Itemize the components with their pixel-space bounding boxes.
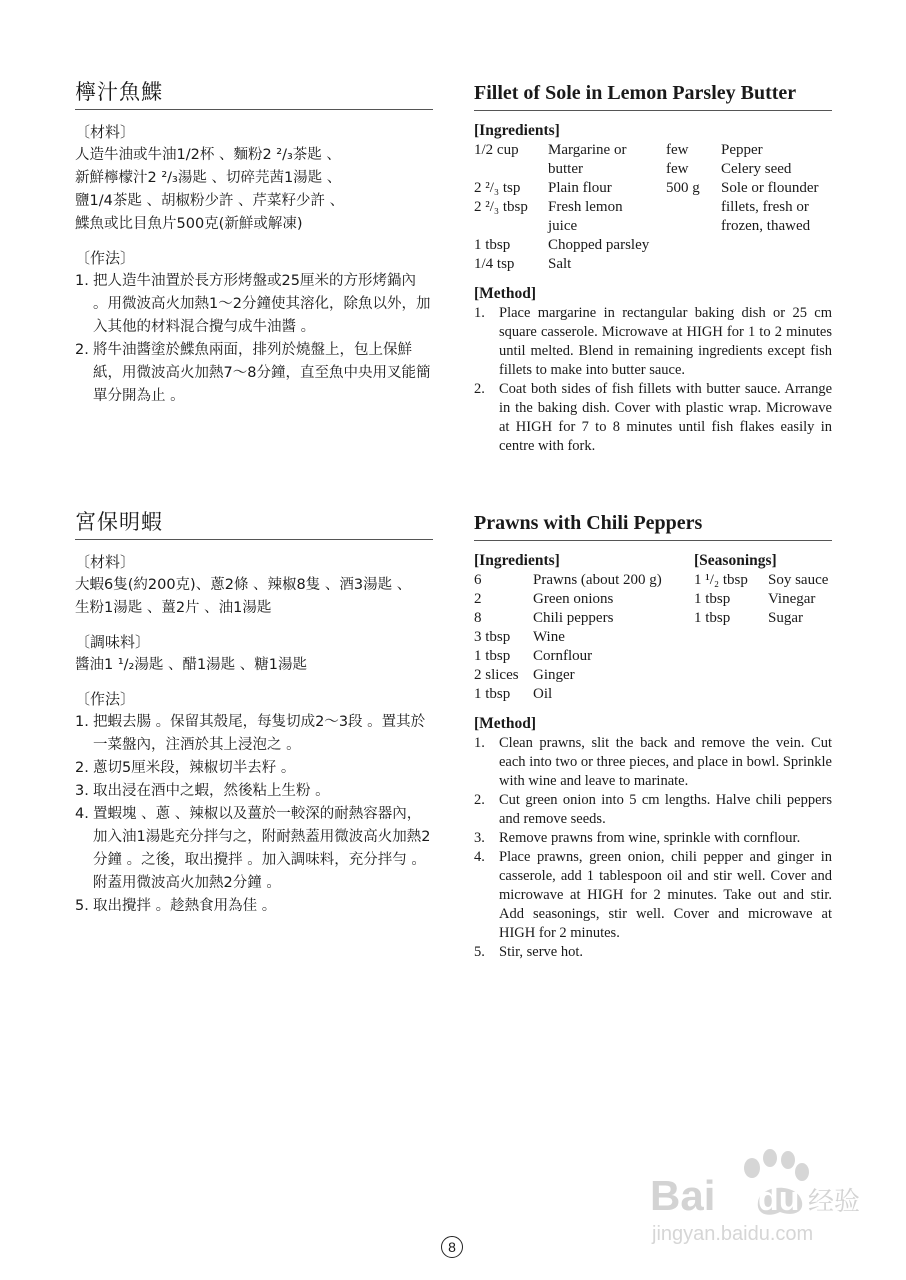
page-number: 8 (441, 1236, 463, 1258)
ingredient-qty: 8 (474, 610, 482, 626)
ingredient-name: Ginger (533, 667, 575, 683)
svg-text:经验: 经验 (808, 1187, 861, 1217)
ingredient-name: Fresh lemon (548, 199, 623, 215)
ingredient-qty (474, 160, 548, 179)
ingredient-row (474, 236, 666, 255)
recipe1-zh-ingredients-heading: 〔材料〕 (75, 123, 136, 141)
step-text: Place prawns, green onion, chili pepper and ginger in casserole, add 1 tablespoon oil and stir well. Cover and microwave at HIGH for 2 minutes. Take out and stir. Add seasonings, stir well. Cover and microwave at HIGH for 2 minutes. (499, 849, 832, 941)
ingredient-row (474, 141, 666, 160)
ingredient-row (666, 141, 832, 160)
ingredient-row (666, 198, 832, 217)
recipe2-en-steps (474, 734, 832, 962)
recipe2-zh-steps (75, 711, 433, 918)
ingredient-row (666, 160, 832, 179)
ingredient-row (474, 255, 666, 274)
ingredient-qty: 1/2 cup (474, 142, 519, 158)
ingredient-qty (474, 217, 548, 236)
ingredient-row (474, 628, 694, 647)
ingredient-name: Oil (533, 686, 553, 702)
step-text: Remove prawns from wine, sprinkle with cornflour. (499, 830, 801, 846)
seasoning-qty: 1 tbsp (694, 610, 731, 626)
seasoning-qty: 1 ¹/₂ tbsp (694, 572, 748, 588)
ingredient-name: Chopped parsley (548, 237, 650, 253)
svg-text:Bai: Bai (650, 1172, 716, 1219)
step-text: 取出攪拌 。趁熱食用為佳 。 (93, 898, 277, 914)
ingredient-qty: few (666, 142, 689, 158)
ingredient-name: juice (548, 218, 578, 234)
ingredient-row (474, 179, 666, 198)
recipe1-zh-title: 檸汁魚鰈 (75, 78, 433, 110)
ingredient-name: fillets, fresh or (721, 199, 809, 215)
ingredient-qty (666, 217, 721, 236)
ingredient-line: 生粉1湯匙 、薑2片 、油1湯匙 (75, 600, 272, 616)
seasoning-name: Vinegar (768, 591, 816, 607)
step-item (75, 895, 433, 918)
ingredient-row (666, 179, 832, 198)
ingredient-row (474, 160, 666, 179)
step-number: 2. (474, 381, 485, 397)
ingredient-row (474, 571, 694, 590)
ingredient-row (474, 685, 694, 704)
ingredient-name: Green onions (533, 591, 614, 607)
step-text: 置蝦塊 、蔥 、辣椒以及薑於一較深的耐熱容器內，加入油1湯匙充分拌勻之，附耐熱蓋用微波高火加熱2分鐘 。之後，取出攪拌 。加入調味料，充分拌勻 。附蓋用微波高火加熱2分鐘 。 (93, 806, 431, 891)
seasoning-row (694, 590, 832, 609)
svg-text:jingyan.baidu.com: jingyan.baidu.com (652, 1223, 814, 1245)
step-item (474, 734, 832, 791)
recipe2-zh-seasoning-heading: 〔調味料〕 (75, 633, 151, 651)
seasoning-row (694, 571, 832, 590)
ingredient-name: Prawns (about 200 g) (533, 572, 662, 588)
recipe2-en (474, 509, 832, 962)
ingredient-name: Plain flour (548, 180, 612, 196)
step-text: Coat both sides of fish fillets with butter sauce. Arrange in the baking dish. Cover with plastic wrap. Microwave at HIGH for 7 to 8 minutes until fish flakes easily in centre with fork. (499, 381, 832, 454)
recipe1-en-title: Fillet of Sole in Lemon Parsley Butter (474, 79, 832, 111)
step-number: 1. (75, 273, 89, 289)
step-number: 1. (474, 735, 485, 751)
ingredient-qty: 2 slices (474, 667, 519, 683)
seasoning-name: Soy sauce (768, 572, 829, 588)
recipe2-en-ingredients-heading: [Ingredients] (474, 552, 560, 569)
step-number: 3. (474, 830, 485, 846)
seasoning-line: 醬油1 ¹/₂湯匙 、醋1湯匙 、糖1湯匙 (75, 657, 308, 673)
ingredient-qty: 2 ²/₃ tsp (474, 180, 521, 196)
ingredient-name: Wine (533, 629, 565, 645)
recipe2-en-ingredient-area (474, 551, 832, 704)
ingredient-line: 大蝦6隻(約200克)、蔥2條 、辣椒8隻 、酒3湯匙 、 (75, 577, 412, 593)
recipe2-zh-ingredients (75, 574, 433, 620)
recipe2-en-method-heading: [Method] (474, 715, 536, 732)
ingredient-name: Cornflour (533, 648, 593, 664)
baidu-jingyan-watermark-logo (640, 1140, 870, 1260)
recipe1-zh-ingredients (75, 144, 433, 236)
step-item (474, 380, 832, 456)
recipe2-zh (75, 508, 433, 918)
step-item (75, 803, 433, 895)
step-text: Place margarine in rectangular baking dish or 25 cm square casserole. Microwave at HIGH for 1 to 2 minutes until melted. Blend in remaining ingredients except fish fillets to make into butter sauce. (499, 305, 832, 378)
ingredient-name: Sole or flounder (721, 180, 819, 196)
recipe1-zh-steps (75, 270, 433, 408)
ingredient-line: 鹽1/4茶匙 、胡椒粉少許 、芹菜籽少許 、 (75, 193, 345, 209)
recipe1-zh-method-heading: 〔作法〕 (75, 249, 136, 267)
step-number: 1. (474, 305, 485, 321)
step-number: 2. (474, 792, 485, 808)
step-text: 蔥切5厘米段，辣椒切半去籽 。 (93, 760, 296, 776)
recipe1-en-method-heading: [Method] (474, 285, 536, 302)
ingredient-name: Celery seed (721, 161, 792, 177)
ingredient-qty: 1 tbsp (474, 237, 511, 253)
recipe2-zh-method-heading: 〔作法〕 (75, 690, 136, 708)
step-number: 5. (474, 944, 485, 960)
ingredient-name: Pepper (721, 142, 763, 158)
ingredient-row (474, 590, 694, 609)
ingredient-qty: 1 tbsp (474, 648, 511, 664)
ingredient-row (474, 217, 666, 236)
seasoning-qty: 1 tbsp (694, 591, 731, 607)
recipe2-en-seasonings (694, 551, 832, 704)
step-item (474, 791, 832, 829)
step-text: 取出浸在酒中之蝦，然後粘上生粉 。 (93, 783, 330, 799)
step-text: 把蝦去腸 。保留其殼尾，每隻切成2～3段 。置其於一菜盤內，注酒於其上浸泡之 。 (93, 714, 426, 753)
step-text: 將牛油醬塗於鰈魚兩面，排列於燒盤上，包上保鮮紙，用微波高火加熱7～8分鐘，直至魚中央用叉能簡單分開為止 。 (93, 342, 431, 404)
step-text: Cut green onion into 5 cm lengths. Halve chili peppers and remove seeds. (499, 792, 832, 827)
recipe1-en-ingredients (474, 141, 832, 274)
step-text: Stir, serve hot. (499, 944, 583, 960)
step-text: 把人造牛油置於長方形烤盤或25厘米的方形烤鍋內 。用微波高火加熱1～2分鐘使其溶化，除魚以外，加入其他的材料混合攪勻成牛油醬 。 (93, 273, 431, 335)
ingredient-qty: 3 tbsp (474, 629, 511, 645)
step-number: 1. (75, 714, 89, 730)
recipe2-en-title: Prawns with Chili Peppers (474, 509, 832, 541)
ingredient-row (474, 198, 666, 217)
step-number: 4. (474, 849, 485, 865)
ingredient-line: 鰈魚或比目魚片500克(新鮮或解凍) (75, 216, 303, 232)
step-item (75, 711, 433, 757)
step-number: 2. (75, 760, 89, 776)
step-number: 5. (75, 898, 89, 914)
recipe2-en-ingredients (474, 551, 694, 704)
recipe1-zh (75, 78, 433, 408)
recipe2-zh-title: 宮保明蝦 (75, 508, 433, 540)
step-number: 3. (75, 783, 89, 799)
step-item (75, 339, 433, 408)
recipe1-en-steps (474, 304, 832, 456)
step-text: Clean prawns, slit the back and remove the vein. Cut each into two or three pieces, and place in bowl. Sprinkle with wine and leave to marinate. (499, 735, 832, 789)
ingredient-qty: 1/4 tsp (474, 256, 515, 272)
ingredient-row (474, 609, 694, 628)
step-item (75, 757, 433, 780)
ingredient-qty: 2 ²/₃ tbsp (474, 199, 528, 215)
step-item (474, 848, 832, 943)
ingredient-qty (666, 198, 721, 217)
ingredient-name: butter (548, 161, 583, 177)
svg-text:du: du (758, 1180, 800, 1218)
ingredient-qty: 2 (474, 591, 482, 607)
ingredient-name: Margarine or (548, 142, 627, 158)
ingredient-row (474, 647, 694, 666)
step-item (474, 943, 832, 962)
step-number: 2. (75, 342, 89, 358)
recipe2-zh-ingredients-heading: 〔材料〕 (75, 553, 136, 571)
seasoning-row (694, 609, 832, 628)
ingredient-line: 新鮮檸檬汁2 ²/₃湯匙 、切碎芫茜1湯匙 、 (75, 170, 342, 186)
recipe1-en (474, 79, 832, 456)
ingredient-row (666, 217, 832, 236)
seasoning-name: Sugar (768, 610, 803, 626)
ingredient-line: 人造牛油或牛油1/2杯 、麵粉2 ²/₃茶匙 、 (75, 147, 341, 163)
step-item (75, 780, 433, 803)
step-number: 4. (75, 806, 89, 822)
recipe2-zh-seasonings (75, 654, 433, 677)
ingredient-qty: 6 (474, 572, 482, 588)
ingredient-qty: 1 tbsp (474, 686, 511, 702)
ingredient-qty: few (666, 161, 689, 177)
ingredient-name: Salt (548, 256, 572, 272)
recipe1-en-ingredients-heading: [Ingredients] (474, 122, 560, 139)
ingredient-name: frozen, thawed (721, 218, 811, 234)
ingredient-name: Chili peppers (533, 610, 614, 626)
recipe2-en-seasonings-heading: [Seasonings] (694, 552, 777, 569)
ingredients-right-column (666, 141, 832, 274)
ingredients-left-column (474, 141, 666, 274)
step-item (474, 829, 832, 848)
step-item (75, 270, 433, 339)
step-item (474, 304, 832, 380)
ingredient-row (474, 666, 694, 685)
ingredient-qty: 500 g (666, 180, 700, 196)
